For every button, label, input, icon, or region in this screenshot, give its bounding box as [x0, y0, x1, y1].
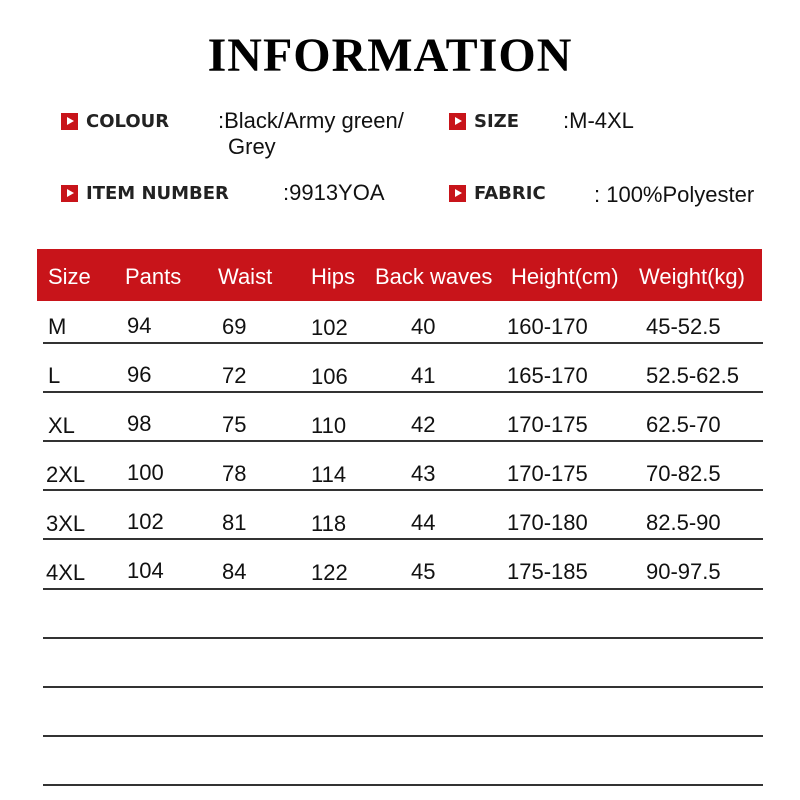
page-title: INFORMATION [207, 29, 573, 82]
item-number-value: :9913YOA [283, 180, 385, 205]
cell-height: 170-175 [507, 412, 588, 437]
cell-size: 3XL [46, 511, 86, 536]
row-divider [43, 735, 763, 737]
cell-hips: 122 [311, 560, 348, 585]
cell-back-waves: 40 [411, 314, 436, 339]
header-pants: Pants [125, 264, 182, 289]
row-divider [43, 588, 763, 590]
colour-label [61, 111, 169, 132]
cell-waist: 84 [222, 559, 247, 584]
cell-waist: 72 [222, 363, 247, 388]
cell-height: 170-175 [507, 461, 588, 486]
cell-weight: 82.5-90 [646, 510, 721, 535]
cell-back-waves: 43 [411, 461, 436, 486]
cell-pants: 102 [127, 509, 164, 534]
cell-back-waves: 45 [411, 559, 436, 584]
row-divider [43, 440, 763, 442]
fabric-label [449, 183, 546, 204]
size-value: :M-4XL [563, 108, 634, 133]
cell-size: L [48, 363, 61, 388]
header-weight: Weight(kg) [639, 264, 745, 289]
cell-pants: 94 [127, 313, 152, 338]
cell-pants: 104 [127, 558, 164, 583]
cell-hips: 110 [311, 413, 347, 438]
cell-waist: 69 [222, 314, 247, 339]
item-number-label-text: ITEM NUMBER [86, 183, 229, 204]
row-divider [43, 342, 763, 344]
header-waist: Waist [218, 264, 273, 289]
header-height: Height(cm) [511, 264, 619, 289]
row-divider [43, 784, 763, 786]
row-divider [43, 637, 763, 639]
play-triangle-icon [449, 113, 466, 130]
colour-value [218, 108, 404, 160]
row-divider [43, 686, 763, 688]
cell-hips: 102 [311, 315, 348, 340]
cell-height: 165-170 [507, 363, 588, 388]
cell-height: 160-170 [507, 314, 588, 339]
cell-weight: 70-82.5 [646, 461, 721, 486]
cell-waist: 81 [222, 510, 247, 535]
play-triangle-icon [61, 185, 78, 202]
cell-weight: 90-97.5 [646, 559, 721, 584]
colour-label-text: COLOUR [86, 111, 170, 132]
fabric-value: : 100%Polyester [594, 182, 755, 207]
row-divider [43, 391, 763, 393]
header-size: Size [48, 264, 91, 289]
cell-back-waves: 41 [411, 363, 436, 388]
row-divider [43, 538, 763, 540]
cell-hips: 114 [311, 462, 347, 487]
cell-waist: 78 [222, 461, 247, 486]
cell-size: M [48, 314, 67, 339]
cell-weight: 62.5-70 [646, 412, 721, 437]
header-hips: Hips [311, 264, 356, 289]
size-label-text: SIZE [474, 111, 520, 132]
cell-waist: 75 [222, 412, 247, 437]
play-triangle-icon [449, 185, 466, 202]
cell-hips: 118 [311, 511, 347, 536]
cell-hips: 106 [311, 364, 348, 389]
cell-size: 2XL [46, 462, 86, 487]
item-number-label [61, 183, 229, 204]
fabric-label-text: FABRIC [474, 183, 546, 204]
play-triangle-icon [61, 113, 78, 130]
header-back-waves: Back waves [375, 264, 493, 289]
colour-value-line1: :Black/Army green/ [218, 108, 404, 133]
cell-pants: 96 [127, 362, 152, 387]
cell-pants: 100 [127, 460, 164, 485]
cell-size: XL [48, 413, 75, 438]
cell-back-waves: 42 [411, 412, 436, 437]
cell-weight: 52.5-62.5 [646, 363, 739, 388]
colour-value-line2: Grey [228, 134, 276, 159]
cell-pants: 98 [127, 411, 152, 436]
cell-height: 175-185 [507, 559, 588, 584]
row-divider [43, 489, 763, 491]
cell-weight: 45-52.5 [646, 314, 721, 339]
cell-height: 170-180 [507, 510, 588, 535]
size-label [449, 111, 519, 132]
cell-size: 4XL [46, 560, 86, 585]
cell-back-waves: 44 [411, 510, 436, 535]
